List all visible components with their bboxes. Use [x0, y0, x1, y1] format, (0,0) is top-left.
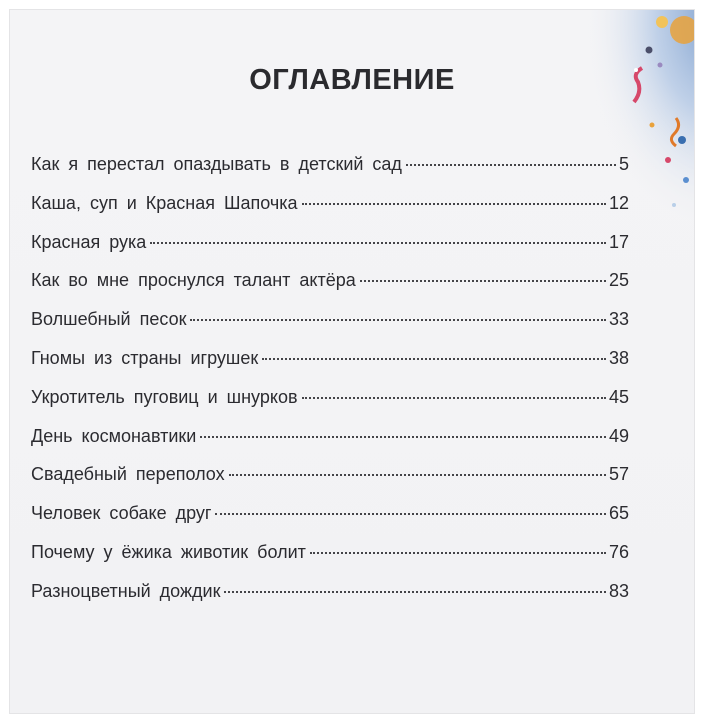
- toc-entry[interactable]: [31, 387, 629, 426]
- toc-entry-page: 65: [608, 503, 629, 524]
- toc-entry[interactable]: [31, 270, 629, 309]
- toc-entry-page: 49: [608, 425, 629, 446]
- dot-leader: [150, 242, 606, 244]
- table-of-contents-title: ОГЛАВЛЕНИЕ: [249, 64, 455, 96]
- toc-entry-title: День космонавтики: [31, 425, 197, 446]
- dot-leader: [406, 164, 616, 166]
- toc-entry-title: Красная рука: [31, 231, 147, 252]
- toc-entry-title: Укротитель пуговиц и шнурков: [31, 386, 298, 407]
- toc-entry-page: 12: [608, 192, 629, 213]
- toc-entry[interactable]: [31, 464, 629, 503]
- toc-entry[interactable]: [31, 232, 629, 271]
- dot-leader: [360, 280, 606, 282]
- toc-entry-page: 38: [608, 347, 629, 368]
- toc-entry[interactable]: [31, 581, 629, 620]
- dot-leader: [310, 552, 606, 554]
- toc-entry-page: 25: [608, 270, 629, 291]
- dot-leader: [302, 203, 606, 205]
- toc-entry-title: Волшебный песок: [31, 309, 187, 330]
- dot-leader: [224, 591, 606, 593]
- toc-entry-title: Гномы из страны игрушек: [31, 347, 259, 368]
- toc-entry-page: 5: [618, 154, 629, 174]
- toc-entry-title: Как я перестал опаздывать в детский сад: [31, 154, 402, 174]
- toc-entry-page: 45: [608, 386, 629, 407]
- dot-leader: [262, 358, 606, 360]
- toc-entry-page: 76: [608, 541, 629, 562]
- toc-entry[interactable]: [31, 503, 629, 542]
- toc-entry-title: Как во мне проснулся талант актёра: [31, 270, 356, 291]
- toc-entry[interactable]: [31, 542, 629, 581]
- table-of-contents: [31, 154, 629, 620]
- dot-leader: [190, 319, 606, 321]
- toc-entry-title: Свадебный переполох: [31, 464, 225, 485]
- toc-entry-title: Каша, суп и Красная Шапочка: [31, 192, 298, 213]
- toc-entry-title: Почему у ёжика животик болит: [31, 541, 306, 562]
- dot-leader: [229, 474, 606, 476]
- toc-entry-page: 57: [608, 464, 629, 485]
- dot-leader: [302, 397, 606, 399]
- book-page: [9, 9, 695, 714]
- dot-leader: [200, 436, 606, 438]
- toc-entry-page: 83: [608, 580, 629, 601]
- toc-entry[interactable]: [31, 309, 629, 348]
- toc-entry-page: 17: [608, 231, 629, 252]
- toc-entry[interactable]: [31, 193, 629, 232]
- toc-entry[interactable]: [31, 154, 629, 193]
- toc-entry-title: Разноцветный дождик: [31, 580, 221, 601]
- toc-entry[interactable]: [31, 426, 629, 465]
- toc-entry-page: 33: [608, 309, 629, 330]
- dot-leader: [215, 513, 606, 515]
- toc-entry[interactable]: [31, 348, 629, 387]
- toc-entry-title: Человек собаке друг: [31, 503, 212, 524]
